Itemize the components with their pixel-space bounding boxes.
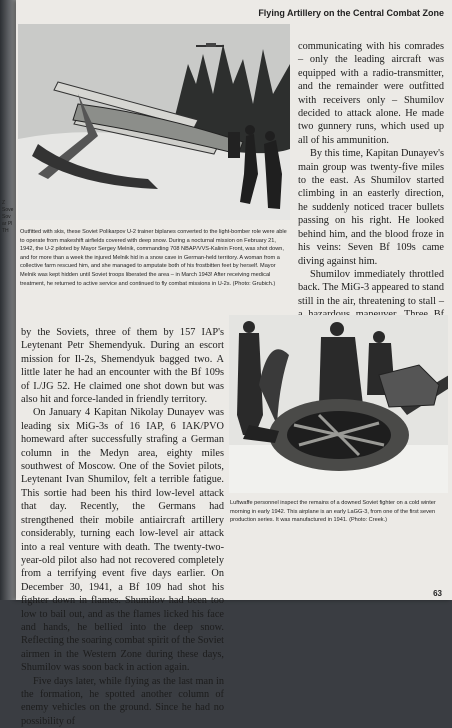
caption-biplane-photo: Outfitted with skis, these Soviet Polikarpov U-2 trainer biplanes converted to the light-bomber role were able to operate from makeshift airfields covered with deep snow. During a nocturnal mission on February 21, 1942, the U-2 piloted by Mayor Sergey Melnik, commanding 708 NBAP/VVS-Kalinin Front, was shot down, and for more than a week the injured Melnik hid in a snow cave in German-held territory. A woman from a collective farm rescued him, and she managed to amputate both of his frostbitten feet by herself. Mayor Melnik was kept hidden until Soviet troops liberated the area – in March 1943! After receiving medical treatment, he returned to active service and continued to fly combat missions in U-2s. (Photo: Grubich.): [20, 229, 287, 287]
photo-downed-fighter: [229, 315, 448, 493]
book-page: [16, 0, 452, 727]
downed-fighter-photo-drawing: [229, 315, 448, 493]
caption-fighter-photo: Luftwaffe personnel inspect the remains of a downed Soviet fighter on a cold winter morning in early 1942. This airplane is an early LaGG-3, from one of the first seven production series. It was manufactured in 1941. (Photo: Creek.): [230, 500, 436, 524]
biplane-photo-drawing: [18, 24, 290, 220]
left-text-column: [21, 326, 224, 728]
left-paragraph-2: On January 4 Kapitan Nikolay Dunayev was leading six MiG-3s of 16 IAP, 6 IAK/PVO homeward after successfully strafing a German column in the Medyn area, eighty miles southwest of Moscow. One of the Soviet pilots, Leytenant Ivan Shumilov, felt a terrible fatigue. This sortie had been his third low-level attack that day. Recently, the Germans had strengthened their mobile antiaircraft artillery considerably, turning each low-level air attack into a real venture with death. The twenty-two-year-old pilot also had not recovered completely from a terrifying event five days earlier. On December 30, 1941, a Bf 109 had shot his fighter down in flames. Shumilov had been too low to bail out, and as the flames licked his face and hands, he bellied into the deep snow. Reflecting the soaring combat spirit of the Soviet airmen in the Western Zone during these days, Shumilov was soon back in action again.: [21, 407, 224, 674]
right-paragraph-2: By this time, Kapitan Dunayev's main group was twenty-five miles to the east. As Shumilov started climbing in an easterly direction, he suddenly noticed tracer bullets passing on his right. He looked behind him, and the blood froze in his veins: Seven Bf 109s came diving against him.: [298, 148, 444, 267]
page-number: 63: [433, 589, 442, 598]
left-page-edge-text: Z Sove Sov ar Pl TH: [2, 200, 14, 234]
right-paragraph-1: communicating with his comrades – only the leading aircraft was equipped with a radio-transmitter, and the remainder were outfitted with receivers only – Shumilov decided to attack alone. He made two gunnery runs, which used up all of his ammunition.: [298, 41, 444, 146]
right-paragraph-3: Shumilov immediately throttled back. The MiG-3 appeared to stand still in the air, threatening to stall –: [298, 268, 444, 307]
running-header: Flying Artillery on the Central Combat Zone: [258, 8, 444, 18]
left-paragraph-1: by the Soviets, three of them by 157 IAP's Leytenant Petr Shemendyuk. During an escort mission for Il-2s, Shemendyuk bagged two. A little later he had an encounter with the Bf 109s of I./JG 52. He claimed one shot down but was also hit and force-landed in friendly territory.: [21, 327, 224, 406]
left-paragraph-3: Five days later, while flying as the last man in the formation, he spotted another column of enemy vehicles on the ground. Since he had no possibility of: [21, 675, 224, 727]
photo-biplanes-in-snow: [18, 24, 290, 220]
